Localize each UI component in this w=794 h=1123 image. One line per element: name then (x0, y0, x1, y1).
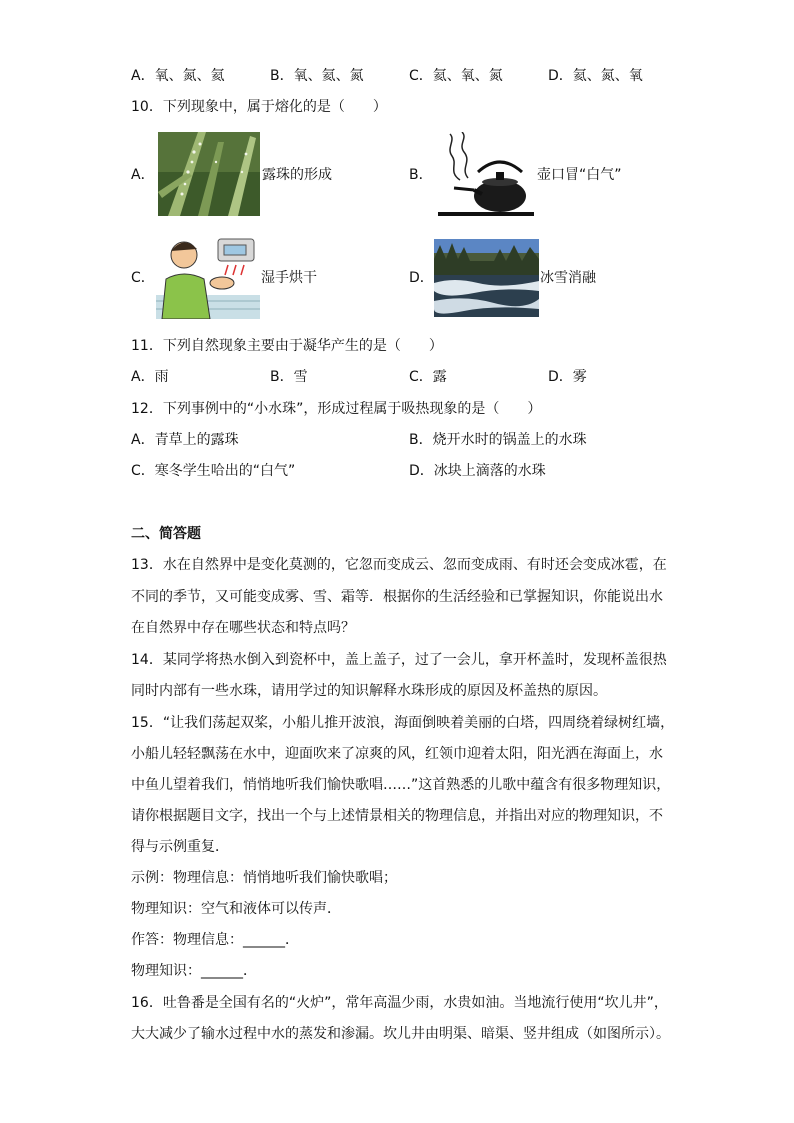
q10-option-b-text: 壶口冒“白气” (537, 167, 622, 183)
q14-line: 同时内部有一些水珠，请用学过的知识解释水珠形成的原因及杯盖热的原因。 (131, 683, 607, 699)
q15-line: 小船儿轻轻飘荡在水中，迎面吹来了凉爽的风，红领巾迎着太阳，阳光洒在海面上，水 (131, 746, 663, 762)
q11-option-b: B．雪 (270, 369, 308, 385)
q10-option-c-label: C． (131, 270, 155, 286)
q12-option-b: B．烧开水时的锅盖上的水珠 (409, 432, 587, 448)
q15-example-info: 示例：物理信息：悄悄地听我们愉快歌唱； (131, 870, 397, 886)
q11-option-c: C．露 (409, 369, 447, 385)
q15-line: 请你根据题目文字，找出一个与上述情景相关的物理信息，并指出对应的物理知识，不 (131, 808, 663, 824)
q9-option-b: B．氧、氦、氮 (270, 68, 364, 84)
q14-line: 14．某同学将热水倒入到瓷杯中，盖上盖子，过了一会儿，拿开杯盖时，发现杯盖很热 (131, 652, 667, 668)
q15-example-knowledge: 物理知识：空气和液体可以传声． (131, 901, 341, 917)
q10-option-d-label: D． (409, 270, 434, 286)
hand-dryer-image (156, 235, 260, 319)
q12-option-d: D．冰块上滴落的水珠 (409, 463, 546, 479)
q10-option-d-text: 冰雪消融 (540, 270, 596, 286)
q10-option-a-text: 露珠的形成 (262, 167, 332, 183)
dew-grass-image (158, 132, 260, 216)
q12-option-c: C．寒冬学生哈出的“白气” (131, 463, 296, 479)
q15-answer-knowledge: 物理知识：______． (131, 963, 257, 979)
q11-option-a: A．雨 (131, 369, 169, 385)
q11-stem: 11．下列自然现象主要由于凝华产生的是（ ） (131, 338, 443, 354)
q15-line: 中鱼儿望着我们，悄悄地听我们愉快歌唱……”这首熟悉的儿歌中蕴含有很多物理知识， (131, 777, 671, 793)
q16-line: 大大减少了输水过程中水的蒸发和渗漏。坎儿井由明渠、暗渠、竖井组成（如图所示）。 (131, 1026, 670, 1042)
q10-option-a-label: A． (131, 167, 155, 183)
q9-option-d: D．氦、氮、氧 (548, 68, 643, 84)
kettle-steam-image (438, 132, 534, 216)
q15-line: 得与示例重复． (131, 839, 229, 855)
q13-line: 13．水在自然界中是变化莫测的，它忽而变成云、忽而变成雨、有时还会变成冰雹，在 (131, 557, 667, 573)
q15-line: 15．“让我们荡起双桨，小船儿推开波浪，海面倒映着美丽的白塔，四周绕着绿树红墙， (131, 715, 675, 731)
q12-option-a: A．青草上的露珠 (131, 432, 239, 448)
melting-snow-image (434, 239, 539, 317)
q10-option-b-label: B． (409, 167, 433, 183)
q12-stem: 12．下列事例中的“小水珠”，形成过程属于吸热现象的是（ ） (131, 401, 542, 417)
q11-option-d: D．雾 (548, 369, 587, 385)
section-heading: 二、简答题 (131, 526, 201, 542)
q15-answer-info: 作答：物理信息：______． (131, 932, 299, 948)
q10-stem: 10．下列现象中，属于熔化的是（ ） (131, 99, 387, 115)
q10-option-c-text: 湿手烘干 (261, 270, 317, 286)
q9-option-c: C．氦、氧、氮 (409, 68, 503, 84)
q9-option-a: A．氧、氮、氦 (131, 68, 225, 84)
q16-line: 16．吐鲁番是全国有名的“火炉”，常年高温少雨，水贵如油。当地流行使用“坎儿井”， (131, 995, 668, 1011)
q13-line: 不同的季节，又可能变成雾、雪、霜等．根据你的生活经验和已掌握知识，你能说出水 (131, 589, 663, 605)
q13-line: 在自然界中存在哪些状态和特点吗？ (131, 620, 355, 636)
